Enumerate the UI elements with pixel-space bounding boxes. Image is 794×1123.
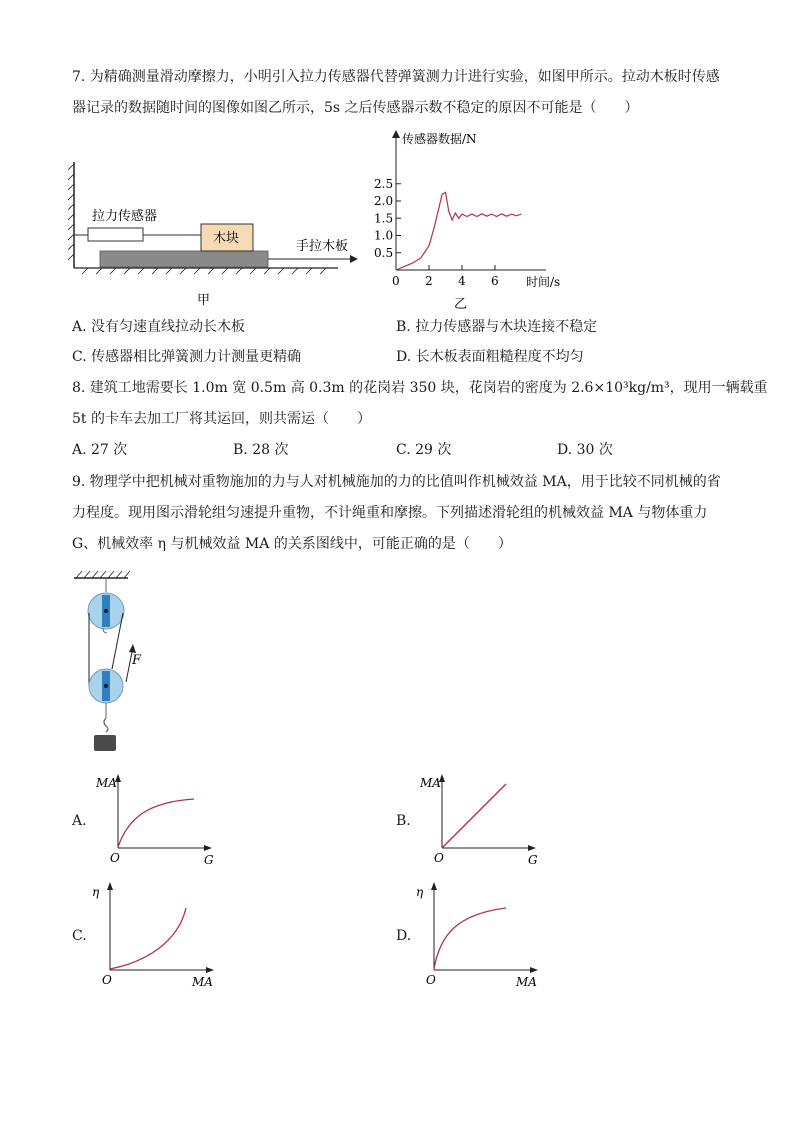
figure-yi-caption: 乙 [454, 297, 468, 312]
q9-stem-line3: G、机械效率 η 与机械效益 MA 的关系图线中，可能正确的是（ ） [72, 536, 512, 552]
force-sensor [88, 228, 143, 241]
q9-stem-line2: 力程度。现用图示滑轮组匀速提升重物，不计绳重和摩擦。下列描述滑轮组的机械效益 MA 与物体重力 [72, 505, 708, 521]
q7-option-c: C. 传感器相比弹簧测力计测量更精确 [72, 349, 302, 365]
chart-y-tick-label: 0.5 [374, 245, 394, 260]
chart-x-tick-label: 4 [458, 274, 466, 288]
graph-d-ylabel: η [416, 885, 424, 899]
graph-d-xlabel: MA [516, 975, 537, 989]
wall-hatch [68, 164, 74, 260]
graph-c-curve [110, 908, 186, 969]
q7-figure-yi-chart [370, 126, 570, 316]
chart-x-tick-label: 0 [392, 274, 400, 288]
graph-d-y-arrow [431, 882, 437, 890]
graph-a-curve [118, 799, 194, 847]
graph-b-x-arrow [528, 845, 536, 851]
figure-jia-caption: 甲 [197, 293, 211, 308]
graph-c-origin: O [102, 973, 112, 987]
q7-option-b: B. 拉力传感器与木块连接不稳定 [396, 319, 598, 335]
q9-pulley-figure [70, 568, 150, 758]
q9-graph-b [420, 770, 550, 870]
graph-d-origin: O [426, 973, 436, 987]
floor-hatch [82, 268, 326, 274]
graph-b-ylabel: MA [420, 776, 441, 790]
graph-c-y-arrow [107, 882, 113, 890]
weight-block [94, 735, 116, 751]
chart-y-tick-label: 2.0 [374, 194, 394, 208]
q8-option-a: A. 27 次 [72, 442, 128, 458]
q8-option-c: C. 29 次 [396, 442, 452, 458]
q9-option-a-letter: A. [72, 813, 87, 829]
chart-ylabel: 传感器数据/N [402, 132, 477, 146]
q9-graph-a [96, 770, 226, 870]
graph-b-origin: O [434, 851, 444, 865]
pull-arrow-head [350, 255, 358, 263]
q8-stem-line1: 8. 建筑工地需要长 1.0m 宽 0.5m 高 0.3m 的花岗岩 350 块，花岗岩的密度为 2.6×10³kg/m³，现用一辆载重 [72, 380, 768, 396]
q7-stem-line1: 7. 为精确测量滑动摩擦力，小明引入拉力传感器代替弹簧测力计进行实验，如图甲所示。拉动木板时传感 [72, 69, 720, 85]
board-label: 手拉木板 [296, 239, 349, 254]
force-arrow-head [129, 644, 136, 653]
graph-a-xlabel: G [204, 853, 214, 867]
q9-graph-d [410, 876, 560, 991]
graph-a-origin: O [110, 851, 120, 865]
chart-y-arrow [392, 130, 400, 138]
long-board [100, 251, 268, 267]
block-label: 木块 [213, 231, 240, 246]
graph-c-ylabel: η [92, 885, 100, 899]
ceiling-hatch [76, 571, 130, 578]
q9-option-b-letter: B. [396, 813, 411, 829]
q7-option-d: D. 长木板表面粗糙程度不均匀 [396, 349, 584, 365]
q9-stem-line1: 9. 物理学中把机械对重物施加的力与人对机械施加的力的比值叫作机械效益 MA，用于比较不同机械的省 [72, 474, 721, 490]
movable-pulley-axle [104, 684, 108, 688]
chart-y-tick-label: 1.5 [374, 211, 394, 226]
graph-d-curve [434, 908, 506, 969]
chart-x-tick-label: 6 [491, 274, 499, 288]
sensor-label: 拉力传感器 [92, 209, 158, 224]
q7-option-a: A. 没有匀速直线拉动长木板 [72, 319, 246, 335]
sensor-data-curve [396, 192, 521, 270]
q7-figure-jia [68, 158, 368, 318]
q9-graph-c [86, 876, 236, 991]
graph-c-x-arrow [206, 967, 214, 973]
chart-xlabel: 时间/s [526, 275, 561, 289]
fixed-pulley-axle [104, 609, 108, 613]
q7-stem-line2: 器记录的数据随时间的图像如图乙所示，5s 之后传感器示数不稳定的原因不可能是（ ） [72, 100, 639, 116]
graph-c-xlabel: MA [192, 975, 213, 989]
q9-option-d-letter: D. [396, 928, 412, 944]
q8-stem-line2: 5t 的卡车去加工厂将其运回，则共需运（ ） [72, 411, 371, 427]
graph-b-xlabel: G [528, 853, 538, 867]
graph-a-x-arrow [204, 845, 212, 851]
q8-option-d: D. 30 次 [557, 442, 613, 458]
graph-a-ylabel: MA [96, 776, 117, 790]
chart-x-tick-label: 2 [425, 274, 433, 288]
graph-d-x-arrow [530, 967, 538, 973]
q8-option-b: B. 28 次 [233, 442, 289, 458]
chart-y-tick-label: 1.0 [374, 228, 394, 243]
force-label: F [132, 653, 142, 668]
q9-option-c-letter: C. [72, 928, 87, 944]
graph-b-line [442, 784, 506, 848]
weight-hook [104, 718, 108, 732]
chart-y-tick-label: 2.5 [374, 176, 394, 191]
